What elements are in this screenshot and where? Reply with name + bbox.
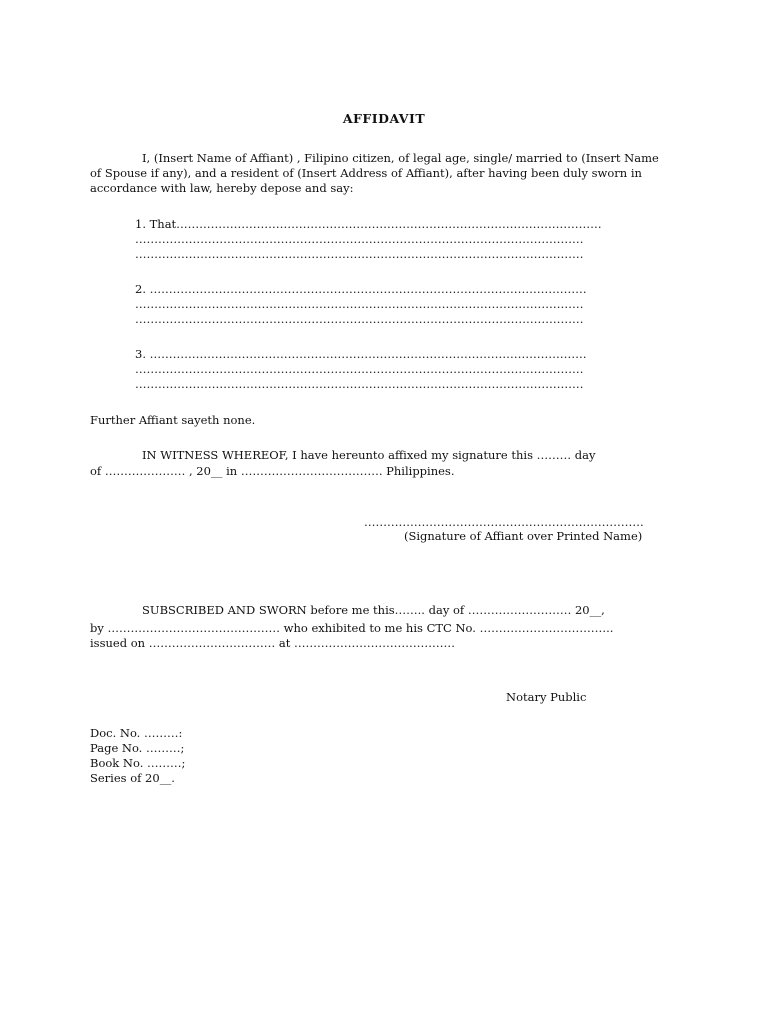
notary-public-label: Notary Public bbox=[506, 690, 587, 704]
witness-line-2: of ………………… , 20__ in ………………………………. Philippines. bbox=[90, 464, 455, 478]
item-2-line-1: 2. …………………………………………………………………………………………………… bbox=[135, 282, 587, 296]
subscribed-line-2: by ……………………………………… who exhibited to me his CTC No. …………………………….. bbox=[90, 621, 614, 635]
page-number: Page No. ………; bbox=[90, 741, 185, 755]
item-3-line-3: ……………………………………………………………………………………………………… bbox=[135, 377, 584, 391]
intro-line-1: I, (Insert Name of Affiant) , Filipino citizen, of legal age, single/ married to (Insert Name bbox=[142, 151, 659, 165]
intro-line-2: of Spouse if any), and a resident of (Insert Address of Affiant), after having been duly sworn in bbox=[90, 166, 642, 180]
item-1-line-1: 1. That………………………………………………………………………………………………… bbox=[135, 217, 602, 231]
witness-line-1: IN WITNESS WHEREOF, I have hereunto affixed my signature this ……… day bbox=[142, 448, 596, 462]
item-3-line-1: 3. …………………………………………………………………………………………………… bbox=[135, 347, 587, 361]
doc-number: Doc. No. ………: bbox=[90, 726, 183, 740]
subscribed-line-1: SUBSCRIBED AND SWORN before me this…….. day of ……………………… 20__, bbox=[142, 603, 605, 617]
signature-line: ………………………………………………………………. bbox=[364, 515, 644, 529]
subscribed-line-3: issued on …………………………… at …………………………………… bbox=[90, 636, 455, 650]
item-3-line-2: ……………………………………………………………………………………………………… bbox=[135, 362, 584, 376]
document-title: AFFIDAVIT bbox=[342, 111, 426, 126]
item-2-line-2: ……………………………………………………………………………………………………… bbox=[135, 297, 584, 311]
book-number: Book No. ………; bbox=[90, 756, 186, 770]
further-statement: Further Affiant sayeth none. bbox=[90, 413, 256, 427]
item-1-line-2: ……………………………………………………………………………………………………… bbox=[135, 232, 584, 246]
signature-caption: (Signature of Affiant over Printed Name) bbox=[404, 529, 643, 543]
intro-line-3: accordance with law, hereby depose and say: bbox=[90, 181, 354, 195]
item-2-line-3: ……………………………………………………………………………………………………… bbox=[135, 312, 584, 326]
item-1-line-3: ……………………………………………………………………………………………………… bbox=[135, 247, 584, 261]
series-year: Series of 20__. bbox=[90, 771, 175, 785]
